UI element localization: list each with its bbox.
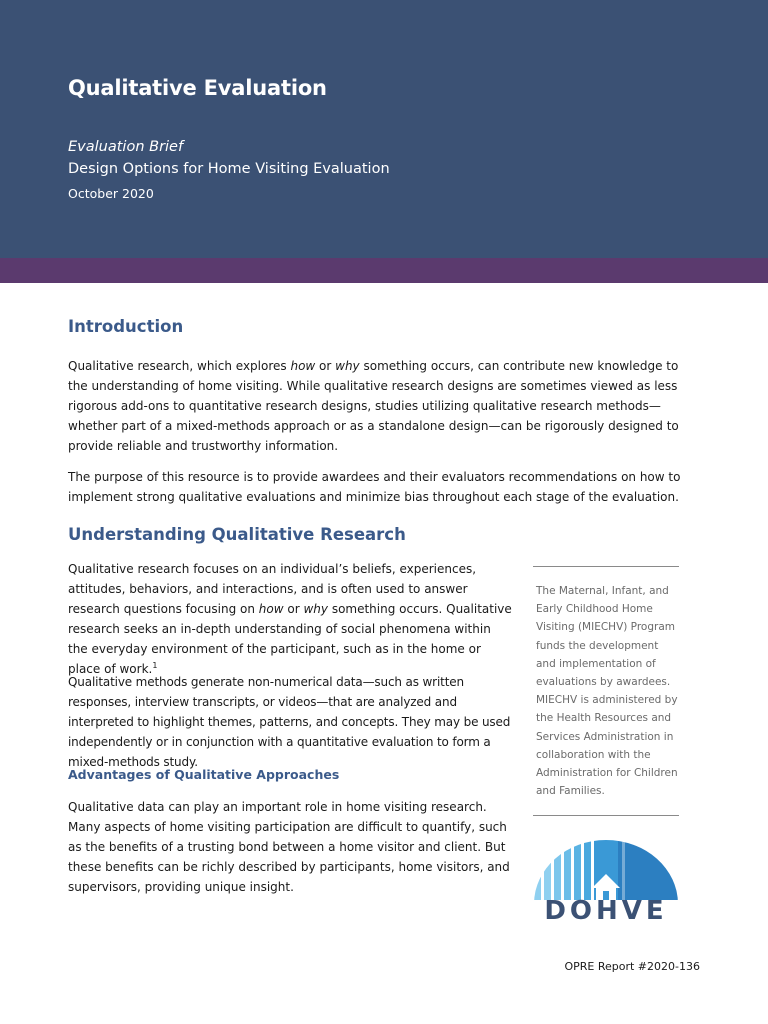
understanding-paragraph-2: Qualitative methods generate non-numerical data—such as written responses, interview transcripts, or videos—that are analyzed and interpreted to highlight themes, patterns, and concepts. They may be used independently or in conjunction with a quantitative evaluation to form a mixed-methods study. [68, 675, 511, 769]
advantages-heading: Advantages of Qualitative Approaches [68, 767, 340, 782]
brief-date: October 2020 [68, 186, 154, 201]
understanding-heading: Understanding Qualitative Research [68, 525, 406, 544]
understanding-paragraph-1: Qualitative research focuses on an individual’s beliefs, experiences, attitudes, behaviors, and interactions, and is often used to answer research questions focusing on how or why something occurs. Qualitative research seeks an in-depth understanding of social phenomena within the everyday environment of the participant, such as in the home or place of work.$^1$ [68, 562, 512, 676]
sidebar-bottom-rule [533, 815, 679, 816]
footnote-ref: 1 [152, 661, 158, 670]
brief-kind: Evaluation Brief [68, 139, 184, 155]
intro-heading: Introduction [68, 317, 184, 336]
intro-paragraph-1: Qualitative research, which explores how or why something occurs, can contribute new knowledge to the understanding of home visiting. While qualitative research designs are sometimes viewed as less rigorous add-ons to quantitative research designs, studies utilizing qualitative research methods—whether part of a mixed-methods approach or as a standalone design—can be rigorously designed to provide reliable and trustworthy information. [68, 359, 679, 453]
header-stripe [0, 258, 768, 283]
brief-subtitle: Design Options for Home Visiting Evaluation [68, 161, 390, 177]
header-banner [0, 0, 768, 258]
report-number: OPRE Report #2020-136 [564, 960, 700, 973]
sidebar-text: The Maternal, Infant, and Early Childhood Home Visiting (MIECHV) Program funds the development and implementation of evaluations by awardees. MIECHV is administered by the Health Resources and Services Administration in collaboration with the Administration for Children and Families. [536, 585, 678, 798]
document-title: Qualitative Evaluation [68, 76, 327, 100]
dohve-wordmark: DOHVE [544, 896, 668, 926]
sidebar-top-rule [533, 566, 679, 567]
advantages-paragraph: Qualitative data can play an important role in home visiting research. Many aspects of home visiting participation are difficult to quantify, such as the benefits of a trusting bond between a home visitor and client. But these benefits can be richly described by participants, home visitors, and supervisors, providing unique insight. [68, 800, 510, 894]
intro-paragraph-2: The purpose of this resource is to provide awardees and their evaluators recommendations on how to implement strong qualitative evaluations and minimize bias throughout each stage of the evaluation. [68, 470, 681, 504]
